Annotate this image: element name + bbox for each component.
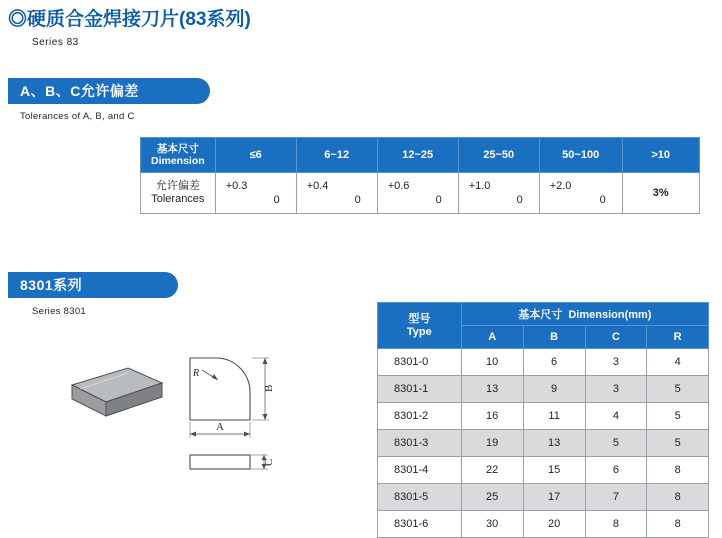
label-height-b: B xyxy=(263,384,275,392)
tolerance-zero-0: 0 xyxy=(273,194,280,206)
cell-c: 3 xyxy=(585,349,647,376)
column-header-range-0: ≤6 xyxy=(215,138,296,173)
cell-b: 20 xyxy=(523,511,585,538)
label-width-a: A xyxy=(216,421,224,433)
table-row xyxy=(141,173,700,214)
cell-a: 22 xyxy=(461,457,523,484)
table-row xyxy=(378,457,709,484)
cell-r: 8 xyxy=(647,484,709,511)
side-view-icon xyxy=(190,455,275,469)
column-header-range-2: 12~25 xyxy=(377,138,458,173)
column-header-dimension-cn: 基本尺寸 xyxy=(156,143,199,155)
tolerance-plus-3: +1.0 xyxy=(468,180,491,192)
tolerance-plus-1: +0.4 xyxy=(306,180,329,192)
cell-r: 5 xyxy=(647,403,709,430)
table-row xyxy=(378,430,709,457)
column-header-range-4: 50~100 xyxy=(539,138,622,173)
product-drawing xyxy=(50,330,350,490)
column-header-r: R xyxy=(647,326,709,349)
cell-r: 4 xyxy=(647,349,709,376)
cell-b: 15 xyxy=(523,457,585,484)
column-header-b: B xyxy=(523,326,585,349)
tolerance-zero-1: 0 xyxy=(354,194,361,206)
cell-b: 11 xyxy=(523,403,585,430)
cell-a: 13 xyxy=(461,376,523,403)
bullet-icon: ◎ xyxy=(8,9,28,30)
cell-r: 5 xyxy=(647,430,709,457)
table-row xyxy=(378,403,709,430)
column-header-type-cn: 型号 xyxy=(408,312,431,325)
drawing-svg xyxy=(50,330,350,490)
cell-c: 6 xyxy=(585,457,647,484)
tolerance-plus-2: +0.6 xyxy=(387,180,410,192)
cell-type: 8301-1 xyxy=(378,376,462,403)
row-label-tolerances xyxy=(141,173,216,214)
section-subtitle-8301: Series 8301 xyxy=(32,306,87,317)
tolerance-zero-3: 0 xyxy=(516,194,523,206)
row-label-tolerances-cn: 允许偏差 xyxy=(155,180,200,192)
dimension-table-body xyxy=(378,349,709,538)
column-header-a: A xyxy=(461,326,523,349)
table-row xyxy=(378,511,709,538)
table-header-row xyxy=(141,138,700,173)
section-banner-8301 xyxy=(8,272,178,298)
tolerance-cell-5 xyxy=(622,173,699,214)
cell-type: 8301-3 xyxy=(378,430,462,457)
tolerance-cell-1 xyxy=(296,173,377,214)
cell-a: 10 xyxy=(461,349,523,376)
cell-c: 4 xyxy=(585,403,647,430)
isometric-insert-icon xyxy=(72,368,162,416)
cell-type: 8301-5 xyxy=(378,484,462,511)
cell-c: 7 xyxy=(585,484,647,511)
cell-r: 5 xyxy=(647,376,709,403)
page-subtitle: Series 83 xyxy=(32,37,79,48)
page-title-text: 硬质合金焊接刀片(83系列) xyxy=(27,9,251,30)
table-row xyxy=(378,349,709,376)
column-header-range-3: 25~50 xyxy=(458,138,539,173)
tolerance-cell-0 xyxy=(215,173,296,214)
section-subtitle-tolerance: Tolerances of A, B, and C xyxy=(20,111,135,122)
cell-b: 17 xyxy=(523,484,585,511)
cell-b: 9 xyxy=(523,376,585,403)
table-row xyxy=(378,376,709,403)
column-header-c: C xyxy=(585,326,647,349)
column-header-range-1: 6~12 xyxy=(296,138,377,173)
tolerance-percent: 3% xyxy=(652,187,669,199)
front-view-icon xyxy=(190,358,275,438)
cell-type: 8301-4 xyxy=(378,457,462,484)
tolerance-cell-3 xyxy=(458,173,539,214)
dimension-table-8301 xyxy=(377,302,709,538)
page-title xyxy=(8,8,714,32)
table-row xyxy=(378,484,709,511)
section-banner-tolerance-label: A、B、C允许偏差 xyxy=(20,83,139,99)
column-header-dimension-cn: 基本尺寸 xyxy=(518,309,563,321)
cell-r: 8 xyxy=(647,511,709,538)
cell-r: 8 xyxy=(647,457,709,484)
section-banner-tolerance xyxy=(8,78,210,104)
cell-a: 19 xyxy=(461,430,523,457)
tolerance-cell-4 xyxy=(539,173,622,214)
column-header-dimension-en: Dimension(mm) xyxy=(568,309,652,321)
tolerance-table xyxy=(140,137,700,214)
column-header-type-en: Type xyxy=(406,325,432,338)
cell-a: 25 xyxy=(461,484,523,511)
cell-a: 30 xyxy=(461,511,523,538)
column-header-range-5: >10 xyxy=(622,138,699,173)
cell-type: 8301-6 xyxy=(378,511,462,538)
column-header-dimension-en: Dimension xyxy=(151,155,205,167)
cell-b: 13 xyxy=(523,430,585,457)
section-banner-8301-label: 8301系列 xyxy=(20,277,83,293)
tolerance-plus-4: +2.0 xyxy=(549,180,572,192)
cell-c: 8 xyxy=(585,511,647,538)
cell-type: 8301-2 xyxy=(378,403,462,430)
tolerance-zero-2: 0 xyxy=(435,194,442,206)
column-header-dimension-group xyxy=(461,303,708,326)
cell-a: 16 xyxy=(461,403,523,430)
label-radius: R xyxy=(193,368,200,379)
column-header-type xyxy=(378,303,462,349)
row-label-tolerances-en: Tolerances xyxy=(151,193,205,205)
tolerance-zero-4: 0 xyxy=(599,194,606,206)
tolerance-plus-0: +0.3 xyxy=(225,180,248,192)
column-header-dimension xyxy=(141,138,216,173)
cell-type: 8301-0 xyxy=(378,349,462,376)
cell-c: 3 xyxy=(585,376,647,403)
label-thickness-c: C xyxy=(263,458,275,466)
document-header xyxy=(8,8,714,48)
table-header-row-top xyxy=(378,303,709,326)
cell-b: 6 xyxy=(523,349,585,376)
cell-c: 5 xyxy=(585,430,647,457)
tolerance-cell-2 xyxy=(377,173,458,214)
